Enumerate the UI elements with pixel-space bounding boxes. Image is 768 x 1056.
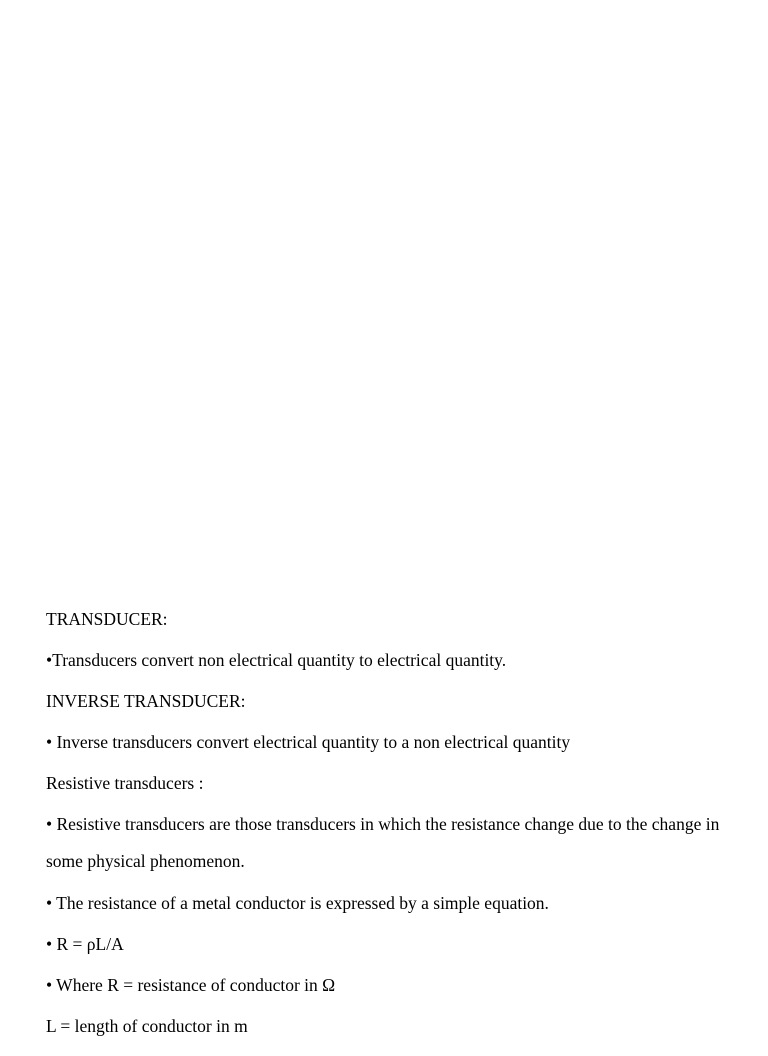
- bullet-resistive-transducer-definition: • Resistive transducers are those transducers in which the resistance change due to the change in some physical phenomenon.: [46, 814, 720, 871]
- bullet-transducer-definition: •Transducers convert non electrical quantity to electrical quantity.: [46, 650, 507, 670]
- bullet-resistance-formula: • R = ρL/A: [46, 934, 124, 954]
- bullet-resistance-variable: • Where R = resistance of conductor in Ω: [46, 975, 336, 995]
- heading-inverse-transducer: INVERSE TRANSDUCER:: [46, 691, 246, 711]
- heading-transducer: TRANSDUCER:: [46, 609, 168, 629]
- document-body: [46, 608, 726, 1056]
- length-variable-definition: L = length of conductor in m: [46, 1016, 248, 1036]
- bullet-inverse-transducer-definition: • Inverse transducers convert electrical quantity to a non electrical quantity: [46, 732, 571, 752]
- bullet-resistance-equation-intro: • The resistance of a metal conductor is expressed by a simple equation.: [46, 893, 549, 913]
- heading-resistive-transducers: Resistive transducers :: [46, 773, 204, 793]
